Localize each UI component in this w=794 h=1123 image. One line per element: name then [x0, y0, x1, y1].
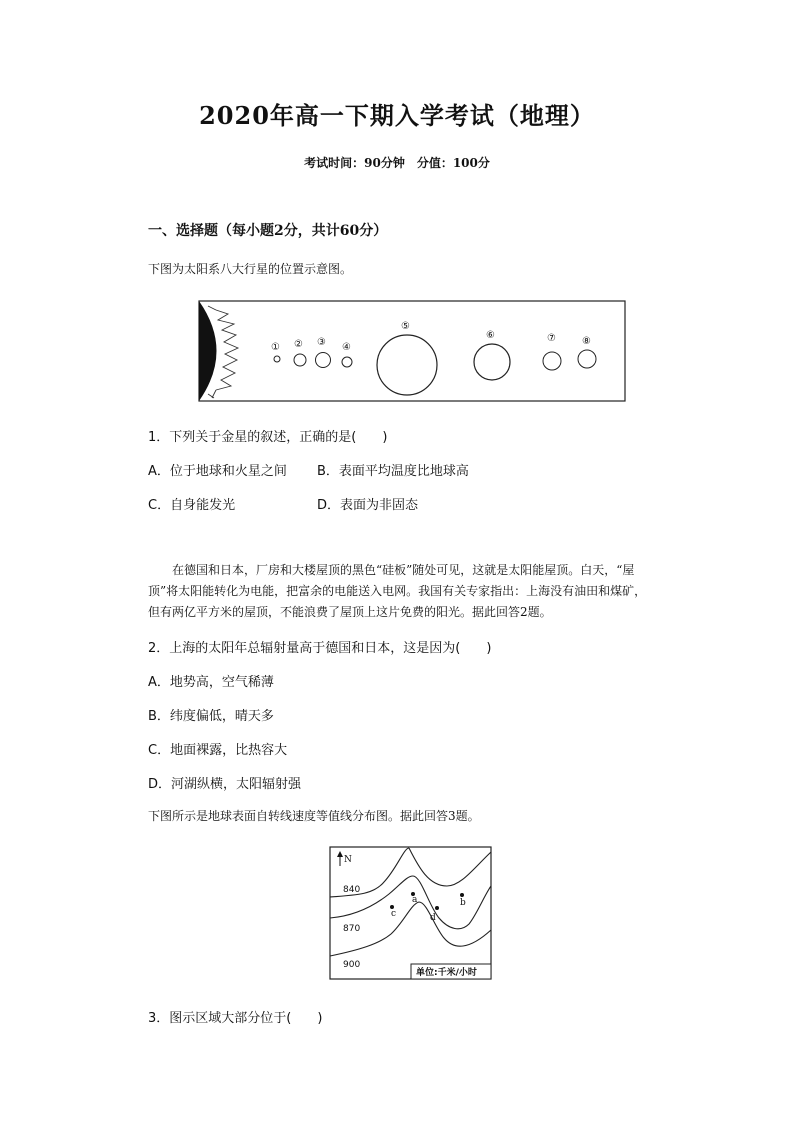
- q1-option-b: B．表面平均温度比地球高: [317, 464, 469, 479]
- point-label-c: c: [391, 909, 397, 919]
- point-label-a: a: [412, 895, 418, 905]
- q2-stem: 2．上海的太阳年总辐射量高于德国和日本，这是因为( ): [148, 641, 492, 656]
- passage-2: 在德国和日本，厂房和大楼屋顶的黑色“硅板”随处可见，这就是太阳能屋顶。白天，“屋顶”将太阳能转化为电能，把富余的电能送入电网。我国有关专家指出：上海没有油田和煤矿，但有两亿平方米的屋顶，不能浪费了屋顶上这片免费的阳光。据此回答2题。: [148, 563, 647, 619]
- planet-label-5: ⑤: [401, 321, 410, 332]
- sun-shape: [199, 301, 217, 401]
- figure1-intro: 下图为太阳系八大行星的位置示意图。: [148, 262, 353, 276]
- q2-option-d: D．河湖纵横，太阳辐射强: [148, 777, 302, 792]
- q1-option-c: C．自身能发光: [148, 498, 236, 513]
- point-b: [460, 893, 464, 897]
- exam-title: 2020年高一下期入学考试（地理）: [199, 101, 595, 130]
- figure2-intro: 下图所示是地球表面自转线速度等值线分布图。据此回答3题。: [148, 809, 480, 823]
- isoline-870: [330, 876, 491, 929]
- solar-system-figure: [198, 298, 628, 404]
- isoline-label-870: 870: [343, 924, 361, 934]
- q1-option-a: A．位于地球和火星之间: [148, 464, 287, 479]
- planet-5: [377, 335, 437, 395]
- q3-stem: 3．图示区域大部分位于( ): [148, 1011, 323, 1026]
- point-label-d: d: [430, 913, 436, 923]
- point-label-b: b: [460, 898, 466, 908]
- north-label: N: [344, 855, 352, 865]
- planet-label-7: ⑦: [547, 333, 556, 344]
- sun-rays: [216, 310, 238, 390]
- planet-label-6: ⑥: [486, 330, 495, 341]
- planet-7: [543, 352, 561, 370]
- isoline-label-840: 840: [343, 885, 361, 895]
- planet-label-4: ④: [342, 342, 351, 353]
- q2-option-a: A．地势高，空气稀薄: [148, 675, 274, 690]
- isoline-figure: [329, 846, 493, 982]
- point-d: [435, 906, 439, 910]
- unit-label: 单位:千米/小时: [416, 968, 477, 978]
- planet-label-8: ⑧: [582, 336, 591, 347]
- planet-6: [474, 344, 510, 380]
- planet-label-2: ②: [294, 339, 303, 350]
- planet-4: [342, 357, 352, 367]
- planet-label-3: ③: [317, 337, 326, 348]
- q1-option-d: D．表面为非固态: [317, 498, 419, 513]
- planet-2: [294, 354, 306, 366]
- planet-8: [578, 350, 596, 368]
- section-heading: 一、选择题（每小题2分，共计60分）: [148, 223, 388, 239]
- planet-3: [316, 353, 331, 368]
- isoline-label-900: 900: [343, 960, 361, 970]
- planet-1: [274, 356, 280, 362]
- q1-stem: 1．下列关于金星的叙述，正确的是( ): [148, 430, 388, 445]
- q2-option-c: C．地面裸露，比热容大: [148, 743, 288, 758]
- exam-info: 考试时间：90分钟 分值：100分: [304, 156, 490, 170]
- q2-option-b: B．纬度偏低，晴天多: [148, 709, 274, 724]
- planet-label-1: ①: [271, 342, 280, 353]
